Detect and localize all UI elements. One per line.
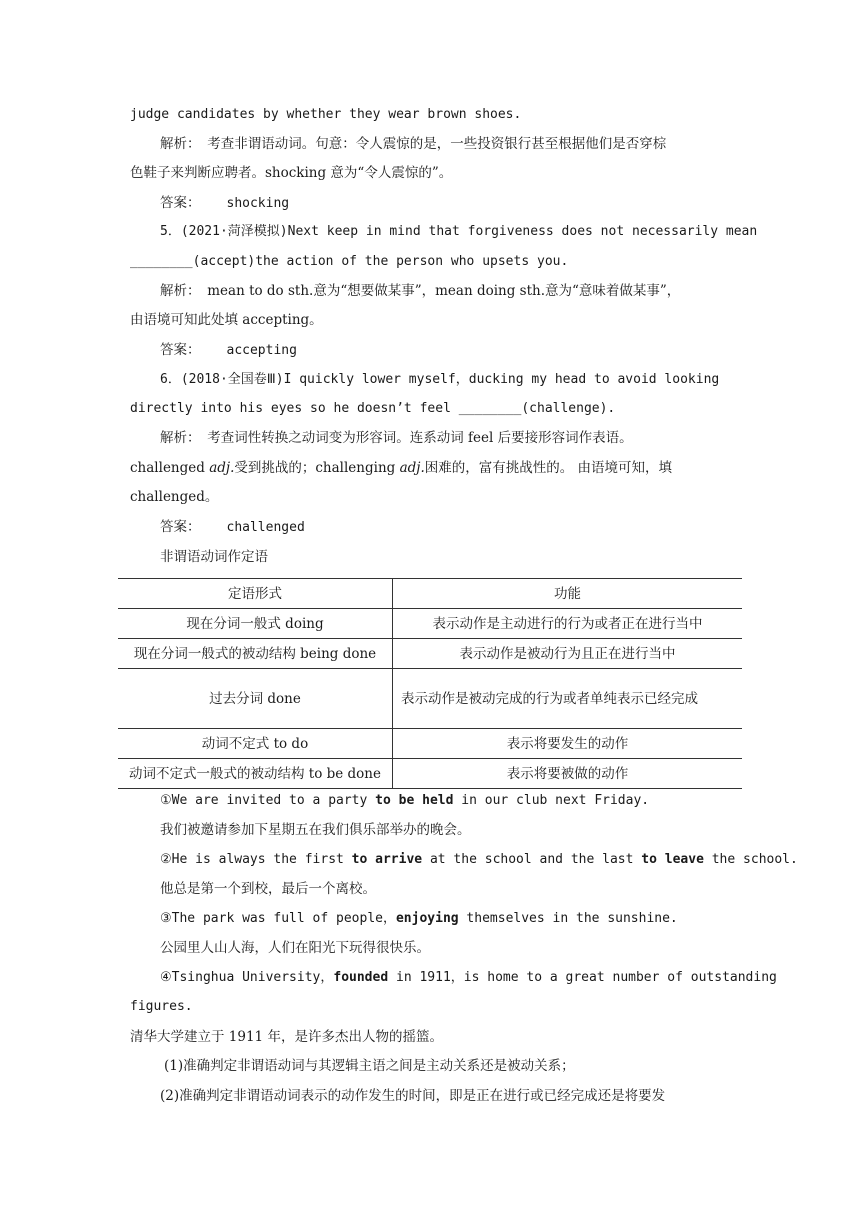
example-3: [160, 910, 678, 928]
text-line: judge candidates by whether they wear brown shoes.: [130, 107, 522, 122]
text-run: 困难的，富有挑战性的。 由语境可知，填: [424, 460, 673, 476]
analysis-line: 解析： 考查非谓语动词。句意：令人震惊的是，一些投资银行甚至根据他们是否穿棕: [160, 136, 667, 152]
answer-label: 答案：: [160, 195, 201, 211]
bold-run: to leave: [641, 852, 704, 867]
italic-run: adj.: [209, 460, 235, 476]
answer-line: [160, 341, 297, 360]
table-row: [118, 669, 742, 729]
answer-line: [160, 194, 289, 213]
italic-run: adj.: [399, 460, 425, 476]
table-header-cell: 定语形式: [118, 579, 393, 609]
question-6: 6．(2018·全国卷Ⅲ)I quickly lower myself，ducking my head to avoid looking: [160, 372, 720, 387]
answer-label: 答案：: [160, 342, 201, 358]
question-6-cont: directly into his eyes so he doesn’t feel ________(challenge).: [130, 401, 616, 416]
table-row: [118, 759, 742, 789]
bold-run: founded: [333, 970, 389, 985]
table-header-row: [118, 579, 742, 609]
analysis-line: 解析： mean to do sth.意为“想要做某事”，mean doing sth.意为“意味着做某事”，: [160, 283, 681, 299]
section-title: 非谓语动词作定语: [160, 549, 268, 565]
analysis-line: 由语境可知此处填 accepting。: [130, 312, 323, 328]
example-4-cont: figures.: [130, 999, 193, 1014]
example-2: [160, 851, 798, 869]
analysis-line: 色鞋子来判断应聘者。shocking 意为“令人震惊的”。: [130, 165, 453, 181]
table-cell: 表示将要发生的动作: [393, 729, 743, 759]
table-cell: 表示动作是主动进行的行为或者正在进行当中: [393, 609, 743, 639]
example-4: [160, 969, 777, 987]
bold-run: to arrive: [351, 852, 423, 867]
table-row: [118, 609, 742, 639]
bold-run: to be held: [375, 793, 454, 808]
text-run: 受到挑战的；challenging: [234, 460, 400, 476]
analysis-line: 解析： 考查词性转换之动词变为形容词。连系动词 feel 后要接形容词作表语。: [160, 430, 633, 446]
example-3-translation: 公园里人山人海，人们在阳光下玩得很快乐。: [160, 940, 430, 956]
example-1-translation: 我们被邀请参加下星期五在我们俱乐部举办的晚会。: [160, 822, 471, 838]
table-cell: 表示动作是被动完成的行为或者单纯表示已经完成: [393, 669, 743, 729]
analysis-line: challenged。: [130, 489, 219, 505]
table-cell: 动词不定式 to do: [118, 729, 393, 759]
text-run: the school.: [703, 852, 798, 867]
table-cell: 表示动作是被动行为且正在进行当中: [393, 639, 743, 669]
table-header-cell: 功能: [393, 579, 743, 609]
answer-line: [160, 518, 305, 537]
answer-label: 答案：: [160, 519, 201, 535]
note-2: (2)准确判定非谓语动词表示的动作发生的时间，即是正在进行或已经完成还是将要发: [160, 1088, 666, 1104]
example-4-translation: 清华大学建立于 1911 年，是许多杰出人物的摇篮。: [130, 1029, 443, 1045]
bold-run: enjoying: [395, 911, 459, 926]
text-run: ④Tsinghua University，: [160, 970, 334, 985]
text-run: ①We are invited to a party: [160, 793, 376, 808]
table-cell: 过去分词 done: [118, 669, 393, 729]
text-run: ②He is always the first: [160, 852, 352, 867]
text-run: at the school and the last: [422, 852, 642, 867]
note-1: (1)准确判定非谓语动词与其逻辑主语之间是主动关系还是被动关系；: [164, 1058, 575, 1074]
text-run: in 1911，is home to a great number of outstanding: [388, 970, 777, 985]
text-run: challenged: [130, 460, 210, 476]
text-run: in our club next Friday.: [453, 793, 650, 808]
answer-value: accepting: [226, 343, 297, 358]
table-row: [118, 729, 742, 759]
table-cell: 现在分词一般式 doing: [118, 609, 393, 639]
example-2-translation: 他总是第一个到校，最后一个离校。: [160, 881, 376, 897]
question-5-cont: ________(accept)the action of the person who upsets you.: [130, 254, 569, 269]
answer-value: shocking: [226, 196, 290, 211]
example-1: [160, 792, 649, 810]
question-5: 5．(2021·菏泽模拟)Next keep in mind that forgiveness does not necessarily mean: [160, 224, 758, 239]
grammar-table: [118, 578, 742, 789]
table-cell: 动词不定式一般式的被动结构 to be done: [118, 759, 393, 789]
text-run: ③The park was full of people，: [160, 911, 396, 926]
analysis-line: [130, 459, 672, 477]
table-row: [118, 639, 742, 669]
table-cell: 现在分词一般式的被动结构 being done: [118, 639, 393, 669]
answer-value: challenged: [226, 520, 305, 535]
text-run: themselves in the sunshine.: [458, 911, 678, 926]
table-cell: 表示将要被做的动作: [393, 759, 743, 789]
